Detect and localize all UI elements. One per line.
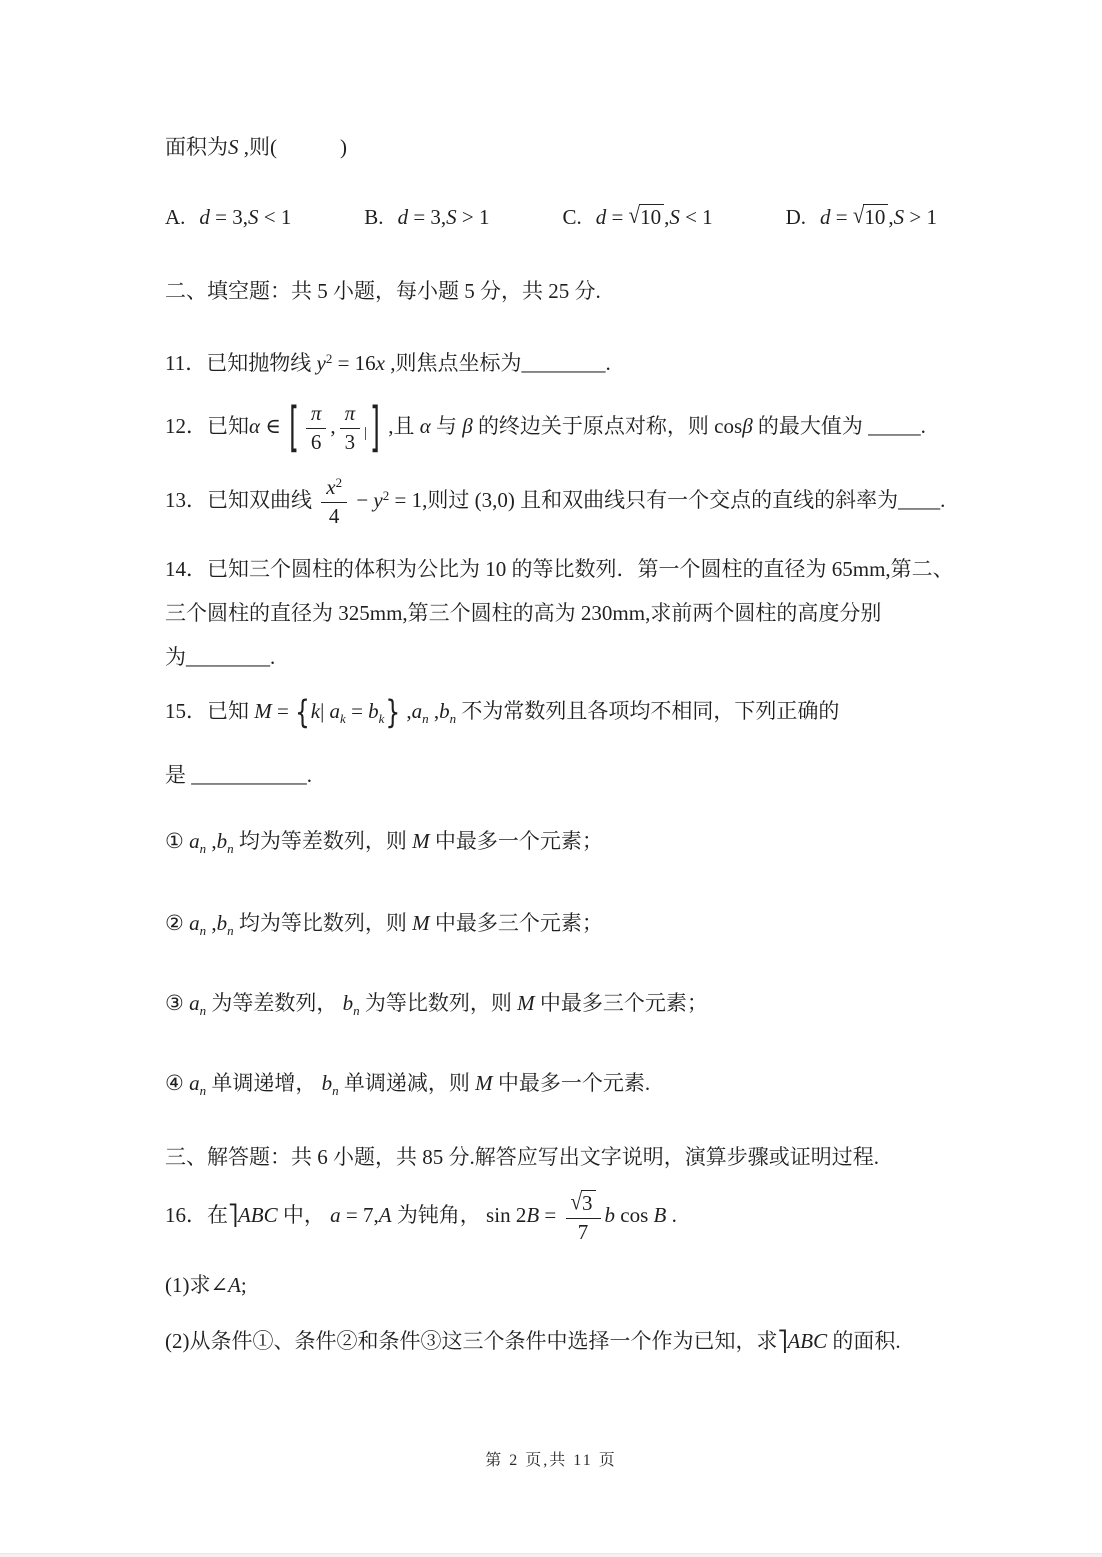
square-root xyxy=(853,202,889,232)
subscript: n xyxy=(449,711,457,727)
triangle-symbol: ⎤ xyxy=(228,1202,238,1227)
text-run: ∈ xyxy=(260,413,287,438)
subscript: n xyxy=(227,923,234,939)
math-subscript xyxy=(216,829,234,857)
text-run: 不为常数列且各项均不相同，下列正确的 xyxy=(456,699,840,724)
tick-bar: | xyxy=(364,424,368,441)
math-subscript xyxy=(189,991,207,1019)
math-subscript xyxy=(329,699,346,727)
text-run: = 7, xyxy=(340,1202,379,1227)
fraction-denominator xyxy=(321,503,347,529)
text-run: , xyxy=(888,205,894,229)
statement-2 xyxy=(165,908,1072,946)
text-run: 的终边关于原点对称，则 cos xyxy=(472,413,743,438)
big-bracket: } xyxy=(385,695,401,732)
math-variable: M xyxy=(412,911,430,936)
subscript: n xyxy=(227,841,234,857)
text-run: cos xyxy=(615,1202,654,1227)
big-bracket: [ xyxy=(289,395,299,459)
math-variable: S xyxy=(893,205,905,229)
math-variable: y xyxy=(316,351,326,375)
fraction-numerator xyxy=(566,1190,601,1219)
text-run: 15．已知 xyxy=(165,699,255,724)
text-run: ; xyxy=(240,1273,247,1298)
option-a xyxy=(165,202,291,232)
math-variable: S xyxy=(248,205,259,229)
math-variable: a xyxy=(411,699,423,724)
text-run: , xyxy=(330,413,336,438)
text-run: 11．已知抛物线 xyxy=(165,351,317,375)
question-14-line-3 xyxy=(165,642,1072,672)
text-run: = xyxy=(606,205,629,229)
superscript: 2 xyxy=(325,351,333,366)
text-run: 中最多一个元素； xyxy=(429,829,603,854)
text-run: 7 xyxy=(577,1219,589,1244)
text-run: 为钝角， sin 2 xyxy=(391,1202,527,1227)
math-variable: M xyxy=(254,699,272,724)
text-run: ③ xyxy=(165,991,190,1016)
question-11 xyxy=(165,344,1072,378)
math-variable: d xyxy=(397,205,409,229)
superscript: 2 xyxy=(382,487,390,503)
math-superscript xyxy=(326,475,342,499)
math-subscript xyxy=(216,911,234,939)
text-run: 的最大值为 _____. xyxy=(752,413,926,438)
math-variable: π xyxy=(310,401,322,425)
text-run: 二、填空题：共 5 小题，每小题 5 分，共 25 分. xyxy=(165,279,601,303)
option-d xyxy=(786,202,937,232)
math-variable: β xyxy=(462,413,473,438)
math-variable: M xyxy=(412,829,430,854)
text-run: ,则( ) xyxy=(238,135,347,159)
subscript: n xyxy=(199,841,207,857)
text-run: − xyxy=(351,487,374,512)
text-run: | xyxy=(320,699,330,724)
text-run: 单调递增， xyxy=(206,1071,322,1096)
math-variable: d xyxy=(595,205,607,229)
text-run: ④ xyxy=(165,1071,190,1096)
text-run: , xyxy=(664,205,670,229)
question-15-line-2 xyxy=(165,760,1072,790)
text-run: 为________. xyxy=(165,645,276,670)
option-b xyxy=(364,202,489,232)
math-variable: S xyxy=(446,205,457,229)
text-run: 中， xyxy=(277,1202,331,1227)
subscript: n xyxy=(199,923,207,939)
math-variable: a xyxy=(189,1071,200,1096)
text-run: ,且 xyxy=(382,413,420,438)
question-14-line-1 xyxy=(165,554,1072,584)
choice-options-row xyxy=(165,202,937,232)
text-run: > 1 xyxy=(456,205,490,229)
math-variable: a xyxy=(330,1202,341,1227)
text-run: (2)从条件①、条件②和条件③这三个条件中选择一个作为已知，求 xyxy=(165,1329,778,1354)
text-run: , xyxy=(206,829,217,854)
text-run: < 1 xyxy=(679,205,713,229)
text-run: 为等比数列，则 xyxy=(359,991,518,1016)
math-subscript xyxy=(439,699,457,727)
radical-icon: √ xyxy=(852,201,865,229)
math-subscript xyxy=(189,829,207,857)
math-fraction xyxy=(566,1190,601,1244)
text-run: = 1,则过 (3,0) 且和双曲线只有一个交点的直线的斜率为____. xyxy=(389,487,946,512)
fraction-denominator xyxy=(340,429,361,455)
math-variable: k xyxy=(310,699,321,724)
statement-1 xyxy=(165,826,1072,864)
question-12 xyxy=(165,395,1072,459)
fraction-numerator xyxy=(340,402,361,429)
page-bottom-edge xyxy=(0,1553,1102,1557)
big-bracket: ] xyxy=(370,395,380,459)
text-run: C. xyxy=(562,205,582,229)
math-variable: ABC xyxy=(787,1329,828,1354)
text-run: 单调递减，则 xyxy=(338,1071,476,1096)
text-run: 中最多三个元素； xyxy=(429,911,603,936)
statement-4 xyxy=(165,1068,1072,1106)
text-run: > 1 xyxy=(904,205,937,229)
text-run: 面积为 xyxy=(165,135,228,159)
subscript: n xyxy=(199,1083,207,1099)
question-16-part-2 xyxy=(165,1326,1072,1356)
text-run: A. xyxy=(165,205,186,229)
text-run: 为等差数列， xyxy=(206,991,343,1016)
math-subscript xyxy=(189,1071,207,1099)
text-run: , xyxy=(401,699,412,724)
math-variable: M xyxy=(517,991,535,1016)
text-run: 与 xyxy=(430,413,463,438)
square-root xyxy=(571,1190,596,1216)
question-15-line-1 xyxy=(165,696,1072,734)
fraction-denominator xyxy=(566,1219,601,1245)
math-subscript xyxy=(411,699,429,727)
subscript: k xyxy=(340,711,346,727)
subscript: n xyxy=(199,1003,207,1019)
math-subscript xyxy=(321,1071,339,1099)
math-variable: β xyxy=(742,413,753,438)
math-variable: S xyxy=(669,205,680,229)
subscript: n xyxy=(332,1083,339,1099)
math-variable: d xyxy=(820,205,831,229)
text-run: 均为等差数列，则 xyxy=(233,829,413,854)
subscript: n xyxy=(422,711,429,727)
text-run: ① xyxy=(165,829,190,854)
text-run: B. xyxy=(364,205,384,229)
text-run: = xyxy=(830,205,853,229)
math-variable: x xyxy=(326,475,336,500)
fraction-numerator xyxy=(306,402,327,429)
text-run: = 3, xyxy=(209,205,249,229)
radicand: 10 xyxy=(639,204,664,229)
text-run: = xyxy=(539,1202,562,1227)
text-run: 6 xyxy=(310,429,322,454)
math-variable: B xyxy=(653,1202,667,1227)
text-run: 中最多一个元素. xyxy=(492,1071,651,1096)
radical-icon: √ xyxy=(570,1188,583,1216)
triangle-symbol: ⎤ xyxy=(777,1329,788,1354)
text-run: , xyxy=(206,911,217,936)
math-variable: S xyxy=(228,135,239,159)
radicand: 3 xyxy=(581,1190,596,1215)
fraction-denominator xyxy=(306,429,327,455)
big-bracket: { xyxy=(295,695,310,732)
math-variable: ABC xyxy=(237,1202,278,1227)
math-variable: α xyxy=(419,413,431,438)
fraction-numerator xyxy=(321,476,347,503)
math-variable: π xyxy=(344,401,356,425)
math-variable: α xyxy=(249,413,261,438)
math-variable: b xyxy=(216,829,228,854)
superscript: 2 xyxy=(335,475,343,491)
math-fraction xyxy=(321,476,347,528)
math-variable: b xyxy=(321,1071,333,1096)
text-run: = 3, xyxy=(408,205,447,229)
math-fraction xyxy=(340,402,361,454)
text-run: 是 ___________. xyxy=(165,763,312,788)
text-run: 中最多三个元素； xyxy=(534,991,708,1016)
math-superscript xyxy=(316,351,332,375)
math-variable: B xyxy=(526,1202,540,1227)
text-run: 三个圆柱的直径为 325mm,第三个圆柱的高为 230mm,求前两个圆柱的高度分别 xyxy=(165,601,882,626)
text-run: 三、解答题：共 6 小题，共 85 分.解答应写出文字说明，演算步骤或证明过程. xyxy=(165,1145,879,1170)
text-run: 4 xyxy=(328,503,340,528)
text-run: 13．已知双曲线 xyxy=(165,487,318,512)
math-subscript xyxy=(368,699,385,727)
text-run: , xyxy=(428,699,440,724)
page-footer: 第 2 页,共 11 页 xyxy=(485,1452,617,1469)
question-14-line-2 xyxy=(165,598,1072,628)
math-variable: M xyxy=(475,1071,493,1096)
math-variable: x xyxy=(375,351,385,375)
math-variable: A xyxy=(228,1273,241,1298)
text-run: 16．在 xyxy=(165,1202,228,1227)
square-root xyxy=(629,202,665,232)
subscript: n xyxy=(353,1003,360,1019)
text-run: = xyxy=(271,699,295,724)
text-run: 12．已知 xyxy=(165,413,249,438)
section-fill-in-heading xyxy=(165,276,1072,306)
text-run: = 16 xyxy=(332,351,376,375)
question-stem-line xyxy=(165,132,1072,162)
math-variable: b xyxy=(368,699,379,724)
math-variable: d xyxy=(199,205,210,229)
text-run: 14．已知三个圆柱的体积为公比为 10 的等比数列．第一个圆柱的直径为 65mm,第二、 xyxy=(165,557,954,582)
math-variable: b xyxy=(439,699,450,724)
text-run: 3 xyxy=(344,429,356,454)
subscript: k xyxy=(378,711,385,727)
radical-icon: √ xyxy=(628,201,641,229)
text-run: 均为等比数列，则 xyxy=(233,911,413,936)
math-variable: a xyxy=(329,699,341,724)
math-subscript xyxy=(342,991,360,1019)
math-variable: b xyxy=(342,991,354,1016)
math-variable: a xyxy=(189,829,200,854)
math-superscript xyxy=(373,488,389,512)
math-variable: A xyxy=(378,1202,392,1227)
question-13 xyxy=(165,476,1072,528)
question-16 xyxy=(165,1190,1072,1244)
text-run: ,则焦点坐标为________. xyxy=(384,351,611,375)
question-16-part-1 xyxy=(165,1270,1072,1300)
math-variable: b xyxy=(604,1202,616,1227)
option-c xyxy=(562,202,712,232)
math-subscript xyxy=(189,911,207,939)
statement-3 xyxy=(165,988,1072,1026)
text-run: = xyxy=(345,699,369,724)
text-run: 的面积. xyxy=(827,1329,901,1354)
text-run: (1)求∠ xyxy=(165,1273,229,1298)
radicand: 10 xyxy=(863,204,888,229)
math-variable: y xyxy=(373,487,383,512)
math-variable: b xyxy=(216,911,228,936)
text-run: D. xyxy=(785,205,807,229)
math-variable: a xyxy=(189,911,200,936)
math-variable: a xyxy=(189,991,200,1016)
section-solve-heading xyxy=(165,1142,1072,1172)
text-run: ② xyxy=(165,911,190,936)
text-run: . xyxy=(666,1202,677,1227)
math-fraction xyxy=(306,402,327,454)
text-run: < 1 xyxy=(258,205,292,229)
